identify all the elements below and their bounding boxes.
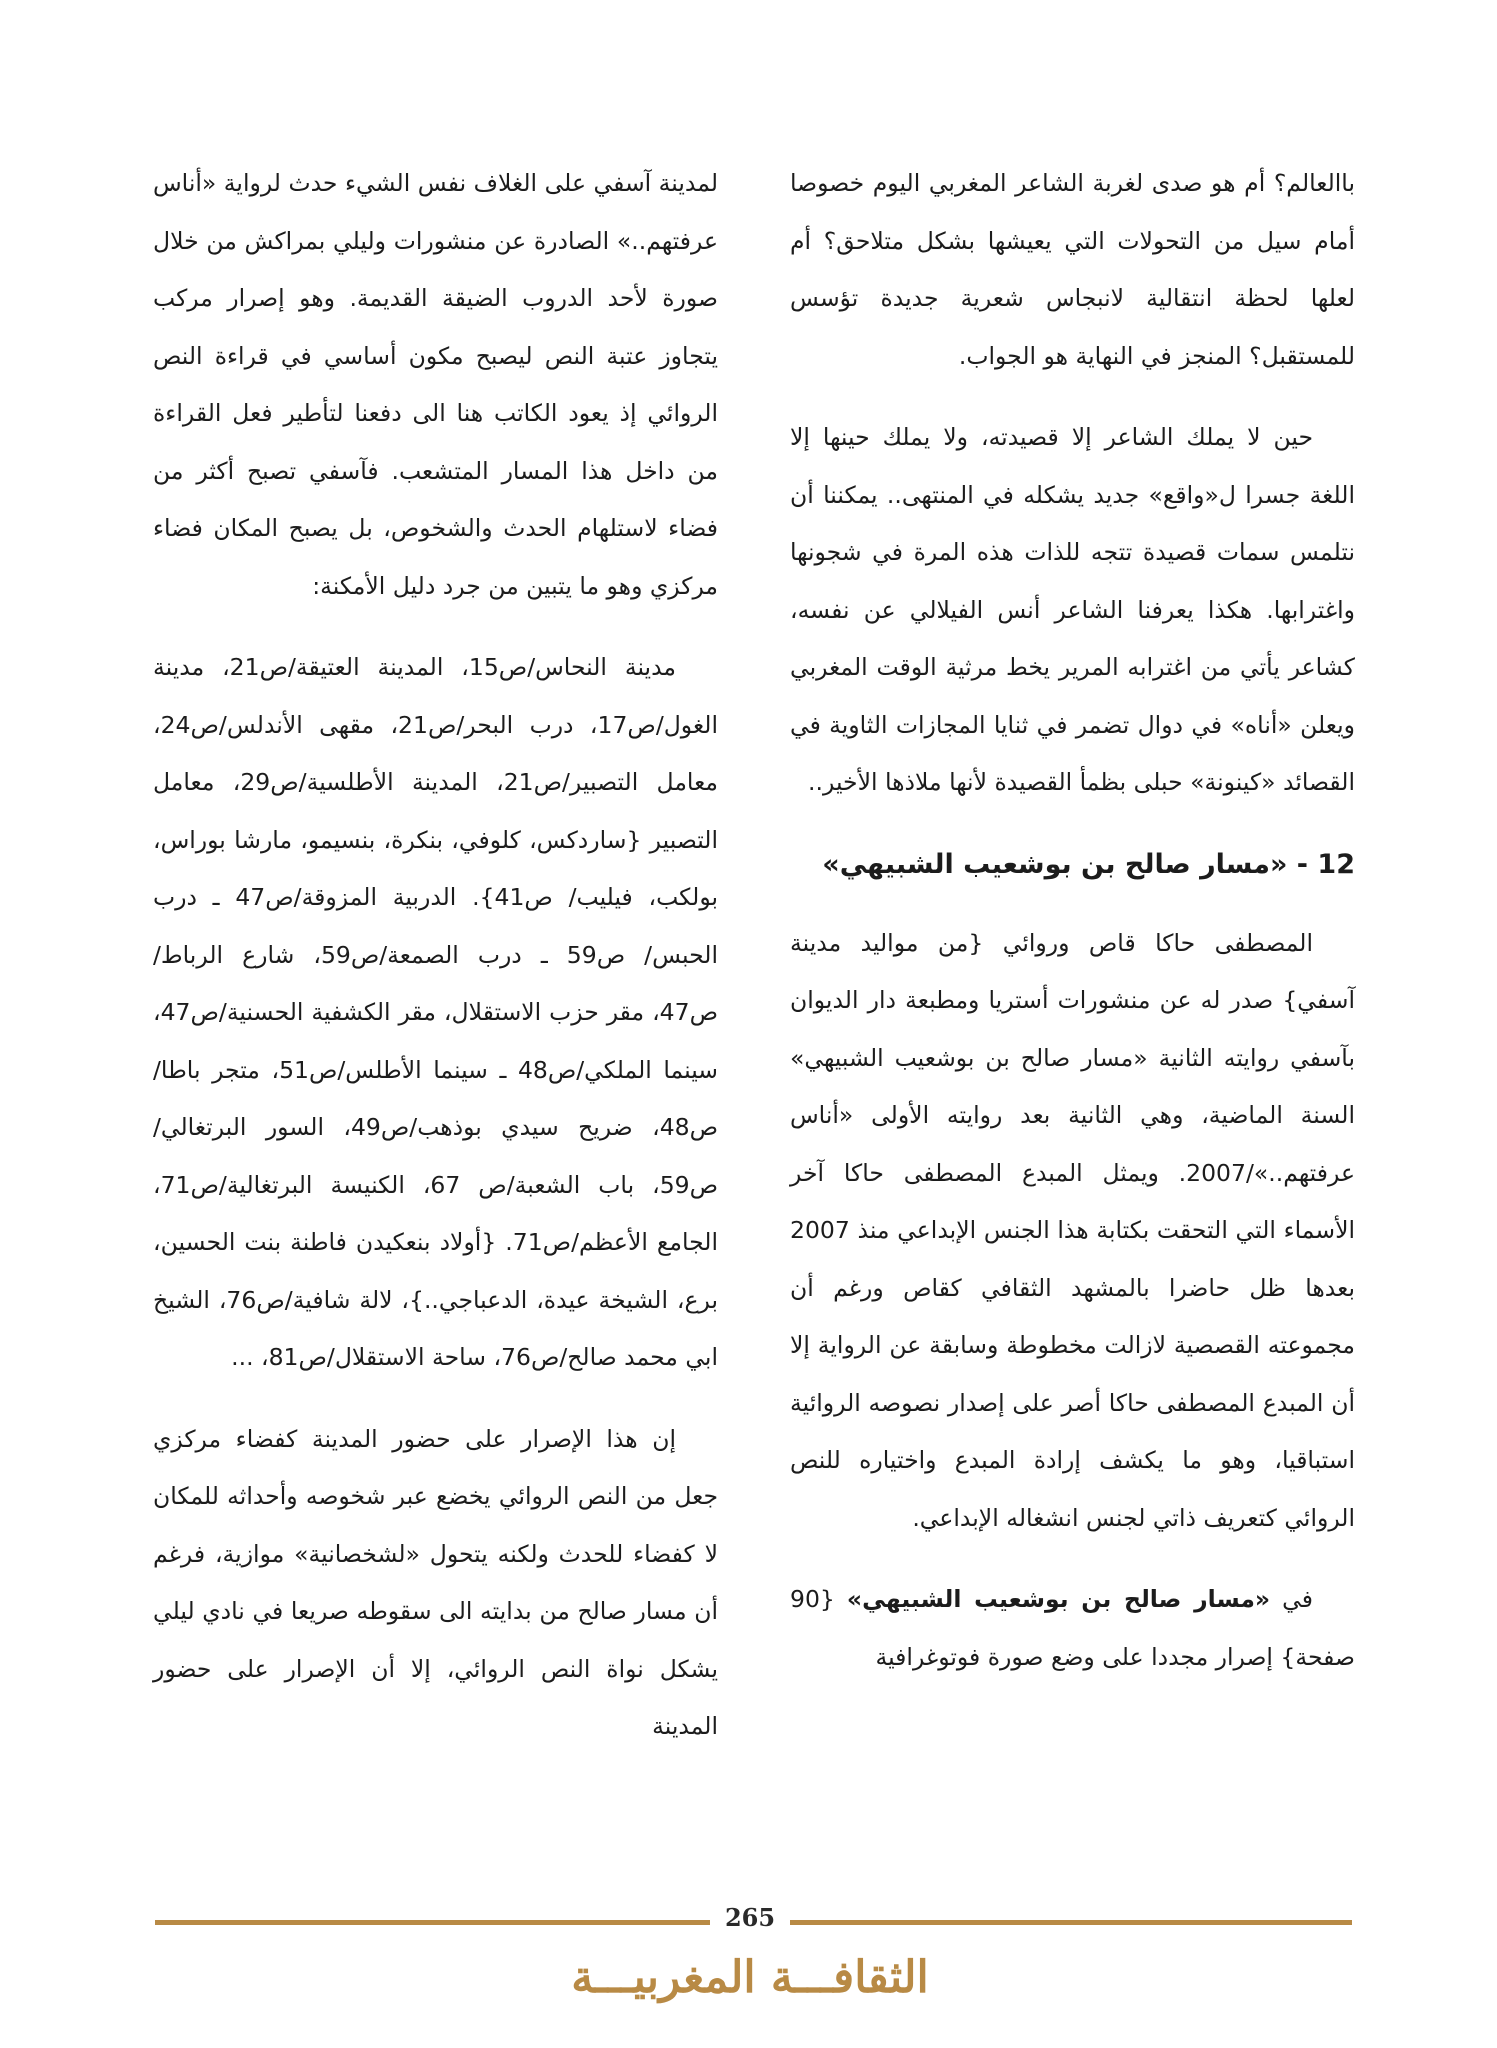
paragraph-author-bio: المصطفى حاكا قاص وروائي {من مواليد مدينة آسفي} صدر له عن منشورات أستريا ومطبعة دار الديوان بآسفي روايته الثانية «مسار صالح بن بوشعيب الشبيهي» السنة الماضية، وهي الثانية بعد روايته الأولى «أناس عرفتهم..»/2007. ويمثل المبدع المصطفى حاكا آخر الأسماء التي التحقت بكتابة هذا الجنس الإبداعي منذ 2007 بعدها ظل حاضرا بالمشهد الثقافي كقاص ورغم أن مجموعته القصصية لازالت مخطوطة وسابقة عن الرواية إلا أن المبدع المصطفى حاكا أصر على إصدار نصوصه الروائية استباقيا، وهو ما يكشف إرادة المبدع واختياره للنص الروائي كتعريف ذاتي لجنس انشغاله الإبداعي.	[790, 928, 1355, 1532]
footer-rule-left	[155, 1920, 710, 1925]
paragraph-rest: {90 صفحة} إصرار مجددا على وضع صورة فوتوغرافية	[790, 1585, 1355, 1671]
novel-title-bold: «مسار صالح بن بوشعيب الشبيهي»	[846, 1585, 1271, 1613]
paragraph-novel-cover	[790, 1571, 1355, 1686]
paragraph-poet-intro: حين لا يملك الشاعر إلا قصيدته، ولا يملك حينها إلا اللغة جسرا ل«واقع» جديد يشكله في المنتهى.. يمكننا أن نتلمس سمات قصيدة تتجه للذات هذه المرة في شجونها واغترابها. هكذا يعرفنا الشاعر أنس الفيلالي عن نفسه، كشاعر يأتي من اغترابه المرير يخط مرثية الوقت المغربي ويعلن «أناه» في دوال تضمر في ثنايا المجازات الثاوية في القصائد «كينونة» حبلى بظمأ القصيدة لأنها ملاذها الأخير..	[790, 423, 1355, 796]
left-text-column	[153, 155, 718, 1780]
right-text-column	[790, 155, 1355, 1710]
paragraph-city-insistence: إن هذا الإصرار على حضور المدينة كفضاء مركزي جعل من النص الروائي يخضع عبر شخوصه وأحداثه للمكان لا كفضاء للحدث ولكنه يتحول «لشخصانية» موازية، فرغم أن مسار صالح من بدايته الى سقوطه صريعا في نادي ليلي يشكل نواة النص الروائي، إلا أن الإصرار على حضور المدينة	[153, 1424, 718, 1740]
paragraph-continuation: باالعالم؟ أم هو صدى لغربة الشاعر المغربي اليوم خصوصا أمام سيل من التحولات التي يعيشها بشكل متلاحق؟ أم لعلها لحظة انتقالية لانبجاس شعرية جديدة تؤسس للمستقبل؟ المنجز في النهاية هو الجواب.	[790, 169, 1355, 370]
page-number: 265	[724, 1903, 776, 1932]
paragraph-cover-continuation: لمدينة آسفي على الغلاف نفس الشيء حدث لرواية «أناس عرفتهم..» الصادرة عن منشورات وليلي بمراكش من خلال صورة لأحد الدروب الضيقة القديمة. وهو إصرار مركب يتجاوز عتبة النص ليصبح مكون أساسي في قراءة النص الروائي إذ يعود الكاتب هنا الى دفعنا لتأطير فعل القراءة من داخل هذا المسار المتشعب. فآسفي تصبح أكثر من فضاء لاستلهام الحدث والشخوص، بل يصبح المكان فضاء مركزي وهو ما يتبين من جرد دليل الأمكنة:	[153, 169, 718, 600]
magazine-title: الثقافـــة المغربيـــة	[571, 1952, 929, 2003]
footer-rule-right	[790, 1920, 1352, 1925]
paragraph-places-list: مدينة النحاس/ص15، المدينة العتيقة/ص21، مدينة الغول/ص17، درب البحر/ص21، مقهى الأندلس/ص24، معامل التصبير/ص21، المدينة الأطلسية/ص29، معامل التصبير {ساردكس، كلوفي، بنكرة، بنسيمو، مارشا بوراس، بولكب، فيليب/ ص41}. الدربية المزوقة/ص47 ـ درب الحبس/ ص59 ـ درب الصمعة/ص59، شارع الرباط/ ص47، مقر حزب الاستقلال، مقر الكشفية الحسنية/ص47، سينما الملكي/ص48 ـ سينما الأطلس/ص51، متجر باطا/ص48، ضريح سيدي بوذهب/ص49، السور البرتغالي/ص59، باب الشعبة/ص 67، الكنيسة البرتغالية/ص71، الجامع الأعظم/ص71. {أولاد بنعكيدن فاطنة بنت الحسين، برع، الشيخة عيدة، الدعباجي..}، لالة شافية/ص76، الشيخ ابي محمد صالح/ص76، ساحة الاستقلال/ص81، ...	[153, 653, 719, 1371]
paragraph-prefix: في	[1282, 1585, 1313, 1613]
section-heading: 12 - «مسار صالح بن بوشعيب الشبيهي»	[822, 848, 1355, 880]
